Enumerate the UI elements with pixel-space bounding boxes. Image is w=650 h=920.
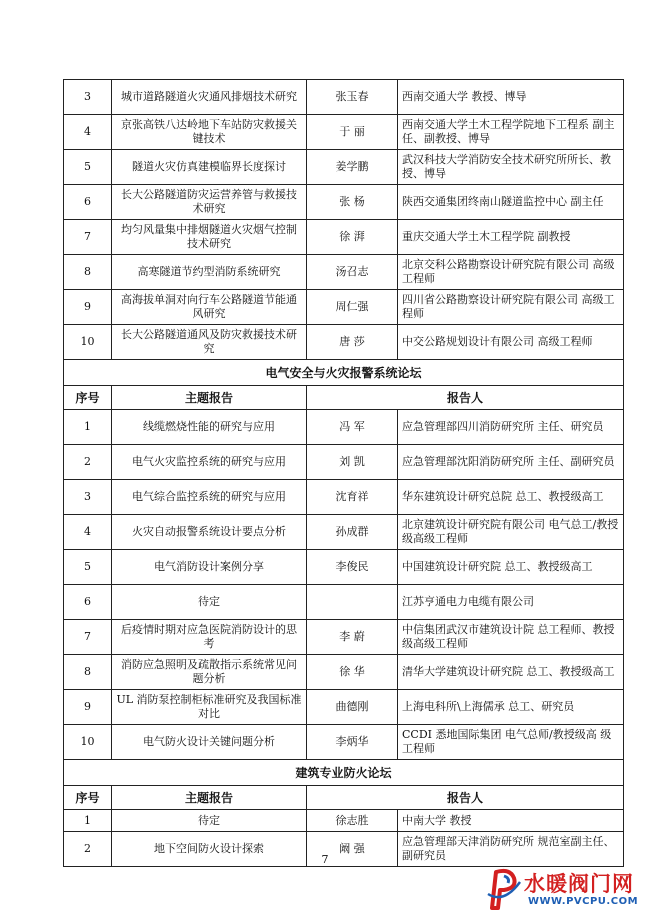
table-row (64, 550, 624, 585)
speaker-affiliation: 陕西交通集团终南山隧道监控中心 副主任 (398, 185, 624, 220)
section-title-row (64, 360, 624, 386)
report-topic: 高寒隧道节约型消防系统研究 (112, 255, 307, 290)
row-number: 3 (64, 80, 112, 115)
table-row (64, 410, 624, 445)
row-number: 10 (64, 325, 112, 360)
table-header-row (64, 386, 624, 410)
speaker-affiliation: 中信集团武汉市建筑设计院 总工程师、教授级高级工程师 (398, 620, 624, 655)
table-row (64, 115, 624, 150)
header-number: 序号 (64, 386, 112, 410)
report-topic: 电气综合监控系统的研究与应用 (112, 480, 307, 515)
row-number: 2 (64, 832, 112, 867)
section-title-electrical: 电气安全与火灾报警系统论坛 (64, 360, 624, 386)
speaker-name: 汤召志 (307, 255, 398, 290)
speaker-name: 阚 强 (307, 832, 398, 867)
speaker-affiliation: 中南大学 教授 (398, 810, 624, 832)
speaker-affiliation: 北京交科公路勘察设计研究院有限公司 高级工程师 (398, 255, 624, 290)
speaker-name: 张玉春 (307, 80, 398, 115)
report-topic: 电气火灾监控系统的研究与应用 (112, 445, 307, 480)
speaker-name: 周仁强 (307, 290, 398, 325)
speaker-affiliation: 武汉科技大学消防安全技术研究所所长、教授、博导 (398, 150, 624, 185)
row-number: 9 (64, 690, 112, 725)
row-number: 8 (64, 655, 112, 690)
speaker-affiliation: 上海电科所\上海儒承 总工、研究员 (398, 690, 624, 725)
speaker-affiliation: 西南交通大学土木工程学院地下工程系 副主任、副教授、博导 (398, 115, 624, 150)
speaker-affiliation: 应急管理部沈阳消防研究所 主任、副研究员 (398, 445, 624, 480)
header-speaker: 报告人 (307, 786, 624, 810)
report-topic: 长大公路隧道防灾运营养管与救援技术研究 (112, 185, 307, 220)
speaker-affiliation: 中交公路规划设计有限公司 高级工程师 (398, 325, 624, 360)
row-number: 9 (64, 290, 112, 325)
report-topic: 电气消防设计案例分享 (112, 550, 307, 585)
row-number: 3 (64, 480, 112, 515)
table-row (64, 725, 624, 760)
speaker-name: 于 丽 (307, 115, 398, 150)
speaker-affiliation: 华东建筑设计研究总院 总工、教授级高工 (398, 480, 624, 515)
table-row (64, 80, 624, 115)
report-topic: 地下空间防火设计探索 (112, 832, 307, 867)
watermark-title: 水暖阀门网 (524, 872, 634, 896)
speaker-name: 冯 军 (307, 410, 398, 445)
row-number: 5 (64, 550, 112, 585)
speaker-affiliation: 西南交通大学 教授、博导 (398, 80, 624, 115)
speaker-affiliation: 四川省公路勘察设计研究院有限公司 高级工程师 (398, 290, 624, 325)
row-number: 4 (64, 515, 112, 550)
table-row (64, 515, 624, 550)
table-row (64, 150, 624, 185)
speaker-name: 徐 华 (307, 655, 398, 690)
report-topic: 高海拔单洞对向行车公路隧道节能通风研究 (112, 290, 307, 325)
speaker-affiliation: 应急管理部四川消防研究所 主任、研究员 (398, 410, 624, 445)
site-watermark (484, 864, 644, 914)
forum-schedule-table (63, 79, 624, 867)
row-number: 8 (64, 255, 112, 290)
row-number: 1 (64, 410, 112, 445)
report-topic: UL 消防泵控制柜标准研究及我国标准对比 (112, 690, 307, 725)
header-speaker: 报告人 (307, 386, 624, 410)
speaker-name: 唐 莎 (307, 325, 398, 360)
header-topic: 主题报告 (112, 786, 307, 810)
table-row (64, 585, 624, 620)
speaker-affiliation: 北京建筑设计研究院有限公司 电气总工/教授级高级工程师 (398, 515, 624, 550)
row-number: 1 (64, 810, 112, 832)
table-row (64, 810, 624, 832)
speaker-affiliation: 重庆交通大学土木工程学院 副教授 (398, 220, 624, 255)
report-topic: 待定 (112, 810, 307, 832)
pv-logo-icon (484, 864, 524, 912)
speaker-name: 徐志胜 (307, 810, 398, 832)
row-number: 7 (64, 620, 112, 655)
speaker-name: 李 蔚 (307, 620, 398, 655)
row-number: 6 (64, 585, 112, 620)
table-header-row (64, 786, 624, 810)
report-topic: 隧道火灾仿真建模临界长度探讨 (112, 150, 307, 185)
speaker-name: 姜学鹏 (307, 150, 398, 185)
table-row (64, 690, 624, 725)
section-title-row (64, 760, 624, 786)
table-row (64, 185, 624, 220)
watermark-url: WWW.PVCPU.COM (528, 896, 639, 907)
report-topic: 待定 (112, 585, 307, 620)
speaker-name: 曲德刚 (307, 690, 398, 725)
row-number: 2 (64, 445, 112, 480)
speaker-name: 李俊民 (307, 550, 398, 585)
row-number: 5 (64, 150, 112, 185)
speaker-name: 李炳华 (307, 725, 398, 760)
report-topic: 城市道路隧道火灾通风排烟技术研究 (112, 80, 307, 115)
table-row (64, 255, 624, 290)
report-topic: 京张高铁八达岭地下车站防灾救援关键技术 (112, 115, 307, 150)
report-topic: 后疫情时期对应急医院消防设计的思考 (112, 620, 307, 655)
speaker-name: 张 杨 (307, 185, 398, 220)
section-title-building: 建筑专业防火论坛 (64, 760, 624, 786)
speaker-name: 孙成群 (307, 515, 398, 550)
report-topic: 均匀风量集中排烟隧道火灾烟气控制技术研究 (112, 220, 307, 255)
row-number: 7 (64, 220, 112, 255)
speaker-name: 沈育祥 (307, 480, 398, 515)
report-topic: 长大公路隧道通风及防灾救援技术研究 (112, 325, 307, 360)
table-row (64, 480, 624, 515)
table-row (64, 290, 624, 325)
table-row (64, 325, 624, 360)
table-row (64, 620, 624, 655)
speaker-affiliation: 江苏亨通电力电缆有限公司 (398, 585, 624, 620)
page-number: 7 (321, 853, 329, 866)
speaker-affiliation: CCDI 悉地国际集团 电气总师/教授级高 级工程师 (398, 725, 624, 760)
report-topic: 火灾自动报警系统设计要点分析 (112, 515, 307, 550)
speaker-name (307, 585, 398, 620)
speaker-affiliation: 中国建筑设计研究院 总工、教授级高工 (398, 550, 624, 585)
table-row (64, 655, 624, 690)
header-topic: 主题报告 (112, 386, 307, 410)
speaker-name: 徐 湃 (307, 220, 398, 255)
report-topic: 线缆燃烧性能的研究与应用 (112, 410, 307, 445)
row-number: 10 (64, 725, 112, 760)
speaker-name: 刘 凯 (307, 445, 398, 480)
table-row (64, 220, 624, 255)
report-topic: 电气防火设计关键问题分析 (112, 725, 307, 760)
row-number: 6 (64, 185, 112, 220)
speaker-affiliation: 应急管理部天津消防研究所 规范室副主任、副研究员 (398, 832, 624, 867)
report-topic: 消防应急照明及疏散指示系统常见问题分析 (112, 655, 307, 690)
row-number: 4 (64, 115, 112, 150)
table-row (64, 445, 624, 480)
header-number: 序号 (64, 786, 112, 810)
speaker-affiliation: 清华大学建筑设计研究院 总工、教授级高工 (398, 655, 624, 690)
